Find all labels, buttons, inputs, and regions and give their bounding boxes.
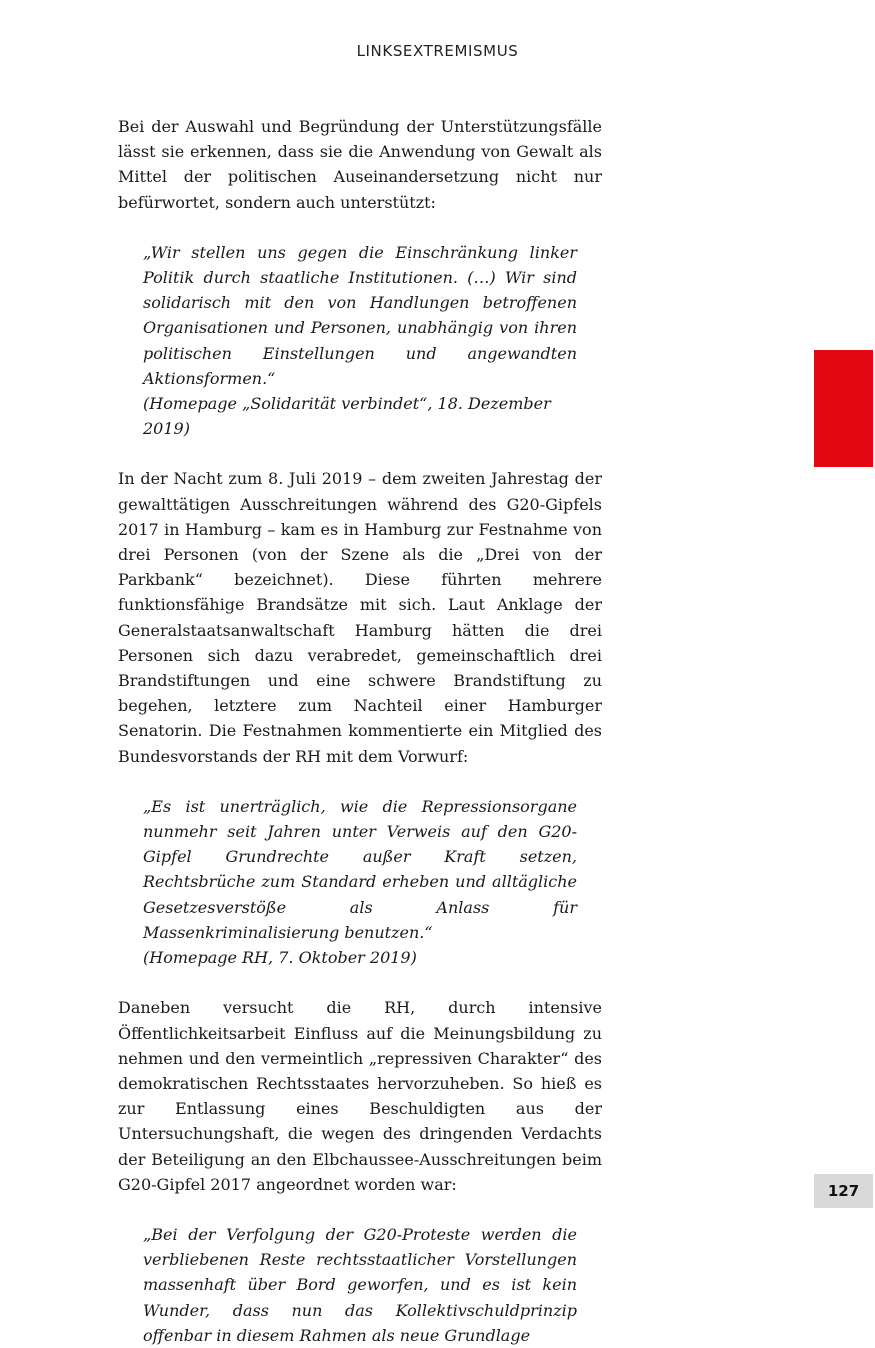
paragraph-3: Daneben versucht die RH, durch intensive Öffentlichkeitsarbeit Einfluss auf die Meinungsbildung zu nehmen und den vermeintlich „repressiven Charakter“ des demokratischen Rechtsstaates hervorzuheben. So hieß es zur Entlassung eines Beschuldigten aus der Untersuchungshaft, die wegen des dringenden Verdachts der Beteiligung an den Elbchaussee-Ausschreitungen beim G20-Gipfel 2017 angeordnet worden war: [118,998,602,1194]
page-number: 127 [814,1174,873,1208]
chapter-color-tab [814,350,873,467]
main-text-column [118,114,602,1348]
running-header: LINKSEXTREMISMUS [356,42,519,60]
quote-block-2 [143,794,577,970]
paragraph-1: Bei der Auswahl und Begründung der Unterstützungsfälle lässt sie erkennen, dass sie die Anwendung von Gewalt als Mittel der politischen Auseinandersetzung nicht nur befürwortet, sondern auch unterstützt: [118,117,602,212]
quote-2-source: (Homepage RH, 7. Oktober 2019) [143,948,417,968]
quote-2-text: „Es ist unerträglich, wie die Repressionsorgane nunmehr seit Jahren unter Verweis auf den G20-Gipfel Grundrechte außer Kraft setzen, Rechtsbrüche zum Standard erheben und alltägliche Gesetzesverstöße als Anlass für Massenkriminalisierung benutzen.“ [143,796,577,942]
quote-3-text: „Bei der Verfolgung der G20-Proteste werden die verbliebenen Reste rechtsstaatlicher Vorstellungen massenhaft über Bord geworfen, und es ist kein Wunder, dass nun das Kollektivschuldprinzip offenbar in diesem Rahmen als neue Grundlage [143,1224,577,1345]
quote-block-1 [143,240,577,442]
paragraph-2: In der Nacht zum 8. Juli 2019 – dem zweiten Jahrestag der gewalttätigen Ausschreitungen während des G20-Gipfels 2017 in Hamburg – kam es in Hamburg zur Festnahme von drei Personen (von der Szene als die „Drei von der Parkbank“ bezeichnet). Diese führten mehrere funktionsfähige Brandsätze mit sich. Laut Anklage der Generalstaatsanwaltschaft Hamburg hätten die drei Personen sich dazu verabredet, gemeinschaftlich drei Brandstiftungen und eine schwere Brandstiftung zu begehen, letztere zum Nachteil einer Hamburger Senatorin. Die Festnahmen kommentierte ein Mitglied des Bundesvorstands der RH mit dem Vorwurf: [118,469,602,766]
quote-1-source: (Homepage „Solidarität verbindet“, 18. Dezember 2019) [143,394,551,439]
quote-1-text: „Wir stellen uns gegen die Einschränkung linker Politik durch staatliche Institutionen. (…) Wir sind solidarisch mit den von Handlungen betroffenen Organisationen und Personen, unabhängig von ihren politischen Einstellungen und angewandten Aktionsformen.“ [143,242,577,388]
